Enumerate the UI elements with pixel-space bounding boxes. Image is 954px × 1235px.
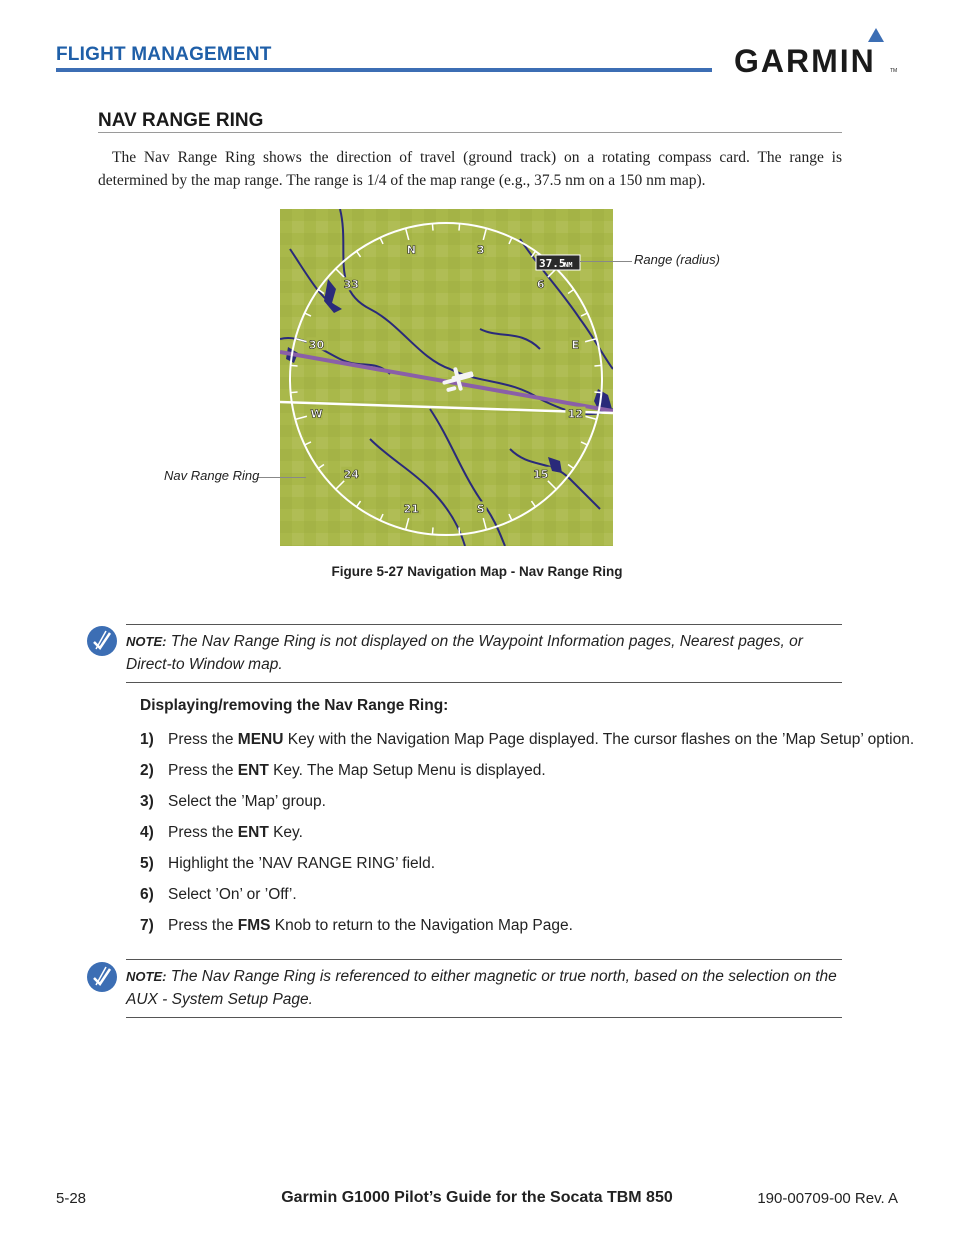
compass-label: E — [571, 338, 580, 352]
section-header: FLIGHT MANAGEMENT — [56, 44, 272, 65]
compass-tick — [594, 365, 601, 366]
ring-callout-label: Nav Range Ring — [164, 468, 260, 483]
logo-triangle-icon — [868, 28, 884, 42]
step-key-name: ENT — [237, 762, 269, 779]
step-text — [168, 822, 303, 844]
compass-label: W — [310, 407, 323, 421]
compass-tick — [459, 527, 460, 534]
compass-label: 33 — [343, 278, 359, 292]
note-box — [126, 624, 842, 683]
note-text: The Nav Range Ring is referenced to either magnetic or true north, based on the selection on the AUX - System Setup Page. — [126, 968, 837, 1008]
ring-callout-line — [258, 477, 306, 478]
step-text-pre: Select the ’Map’ group. — [168, 793, 326, 810]
svg-text:37.5: 37.5 — [539, 257, 566, 270]
step-number: 5) — [140, 855, 154, 872]
step-number: 1) — [140, 731, 154, 748]
compass-label: 3 — [476, 243, 485, 257]
compass-tick — [432, 224, 433, 231]
step-number: 2) — [140, 762, 154, 779]
nav-map-image — [280, 209, 613, 546]
step-text — [168, 791, 326, 813]
intro-paragraph: The Nav Range Ring shows the direction of travel (ground track) on a rotating compass card. The range is determined by the map range. The range is 1/4 of the map range (e.g., 37.5 nm on a 150 nm map). — [98, 149, 842, 189]
step-text — [168, 884, 297, 906]
compass-tick — [459, 224, 460, 231]
step-number: 3) — [140, 793, 154, 810]
logo-trademark: TM — [890, 68, 898, 74]
step-text-pre: Select ’On’ or ’Off’. — [168, 886, 297, 903]
compass-label: 24 — [343, 467, 359, 481]
step-text — [168, 915, 573, 937]
step-text-post: Key. — [268, 824, 303, 841]
step-number: 4) — [140, 824, 154, 841]
compass-label: 30 — [308, 338, 325, 352]
figure-caption: Figure 5-27 Navigation Map - Nav Range Ring — [331, 564, 623, 579]
svg-text:NM: NM — [564, 261, 573, 269]
note-box — [126, 959, 842, 1018]
step-number: 7) — [140, 917, 154, 934]
nav-map-figure — [280, 209, 613, 546]
compass-label: 6 — [536, 278, 545, 292]
topic-rule — [98, 132, 842, 133]
procedure-title: Displaying/removing the Nav Range Ring: — [140, 697, 449, 714]
compass-tick — [291, 392, 298, 393]
range-readout — [536, 255, 580, 270]
note-icon — [86, 961, 118, 993]
range-callout-label: Range (radius) — [634, 252, 720, 267]
page-number: 5-28 — [56, 1190, 87, 1207]
note-label: NOTE: — [126, 969, 167, 984]
step-number: 6) — [140, 886, 154, 903]
compass-label: 21 — [403, 502, 419, 516]
compass-tick — [594, 392, 601, 393]
footer-title: Garmin G1000 Pilot’s Guide for the Socata TBM 850 — [281, 1189, 673, 1206]
step-text-pre: Press the — [168, 762, 238, 779]
logo-wordmark: GARMIN — [734, 43, 876, 76]
note-icon — [86, 625, 118, 657]
step-text-post: Key with the Navigation Map Page displayed. The cursor flashes on the ’Map Setup’ option. — [283, 731, 915, 748]
step-key-name: FMS — [237, 917, 271, 934]
step-text-post: Key. The Map Setup Menu is displayed. — [268, 762, 546, 779]
step-text — [168, 760, 546, 782]
compass-label: 15 — [533, 467, 549, 481]
range-callout-line — [580, 261, 632, 262]
step-text — [168, 729, 914, 751]
compass-label: S — [476, 502, 485, 516]
document-number: 190-00709-00 Rev. A — [757, 1190, 898, 1207]
step-key-name: MENU — [237, 731, 284, 748]
topic-title: NAV RANGE RING — [98, 110, 264, 131]
note-label: NOTE: — [126, 634, 167, 649]
compass-label: 12 — [567, 407, 584, 421]
compass-tick — [291, 365, 298, 366]
step-text — [168, 853, 435, 875]
note-text: The Nav Range Ring is not displayed on the Waypoint Information pages, Nearest pages, or Direct-to Window map. — [126, 633, 803, 673]
step-text-pre: Press the — [168, 731, 238, 748]
step-text-pre: Press the — [168, 824, 238, 841]
compass-tick — [432, 527, 433, 534]
garmin-logo — [734, 26, 900, 76]
step-text-pre: Highlight the ’NAV RANGE RING’ field. — [168, 855, 436, 872]
compass-label: N — [406, 243, 416, 257]
step-text-pre: Press the — [168, 917, 238, 934]
step-key-name: ENT — [237, 824, 269, 841]
step-text-post: Knob to return to the Navigation Map Page. — [270, 917, 573, 934]
header-rule — [56, 68, 712, 72]
